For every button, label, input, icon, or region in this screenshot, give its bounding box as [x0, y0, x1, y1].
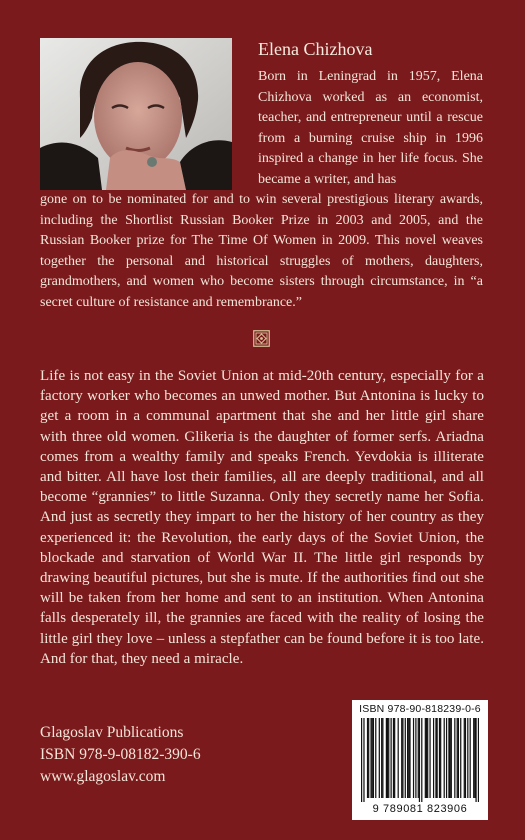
author-name: Elena Chizhova	[258, 39, 373, 59]
author-bio-wrapped: Born in Leningrad in 1957, Elena Chizhova worked as an economist, teacher, and entrepreneur until a rescue from a burning cruise ship in 1996 inspired a change in her life focus. She became a writer, and has	[258, 69, 483, 187]
barcode-digits: 9 789081 823906	[372, 803, 468, 815]
publisher-website: www.glagoslav.com	[40, 768, 166, 785]
publisher-isbn: ISBN 978-9-08182-390-6	[40, 746, 201, 763]
author-bio-continued: gone on to be nominated for and to win several prestigious literary awards, including the Shortlist Russian Booker Prize in 2003 and 2005, and the Russian Booker prize for The Time Of Women in 2009. This novel weaves together the personal and historical struggles of mothers, daughters, grandmothers, and women who become sisters through circumstance, in “a secret culture of resistance and remembrance.”	[40, 192, 483, 310]
publisher-info	[40, 722, 201, 788]
diamond-knot-ornament-icon	[253, 330, 270, 347]
barcode-bars	[361, 718, 479, 802]
publisher-name: Glagoslav Publications	[40, 724, 184, 741]
barcode-isbn-label: ISBN 978-90-818239-0-6	[359, 703, 481, 715]
author-photo	[40, 38, 232, 190]
book-blurb: Life is not easy in the Soviet Union at mid-20th century, especially for a factory worker who becomes an unwed mother. But Antonina is lucky to get a room in a communal apartment that she and her little girl share with three old women. Glikeria is the daughter of former serfs. Ariadna comes from a wealthy family and speaks French. Yevdokia is illiterate and bitter. All have lost their families, all are deeply traditional, and all become “grannies” to little Suzanna. Only they secretly name her Sofia. And just as secretly they impart to her the history of her country as they experienced it: the Revolution, the early days of the Soviet Union, the blockade and starvation of World War II. The little girl responds by drawing beautiful pictures, but she is mute. If the authorities find out she will be taken from her home and sent to an institution. When Antonina falls desperately ill, the grannies are faced with the reality of losing the little girl they love – unless a stepfather can be found before it is too late. And for that, they need a miracle.	[40, 368, 484, 667]
isbn-barcode	[352, 700, 488, 820]
